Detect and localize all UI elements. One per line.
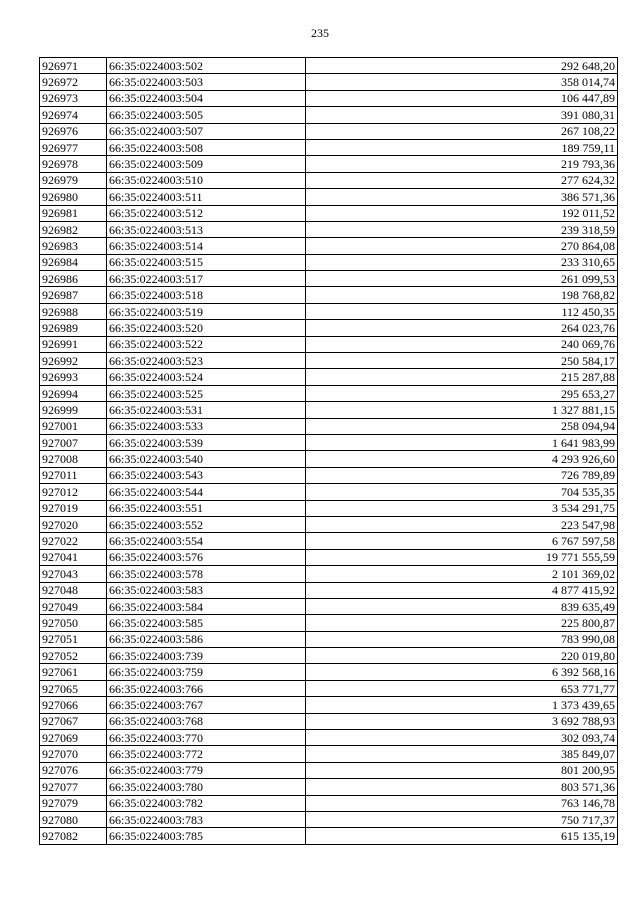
row-number-cell: 927080 (40, 811, 107, 827)
table-row (40, 320, 618, 336)
table-row (40, 598, 618, 614)
table-row (40, 779, 618, 795)
cadastral-number-cell: 66:35:0224003:779 (107, 762, 306, 778)
value-cell: 750 717,37 (306, 811, 618, 827)
table-row (40, 189, 618, 205)
table-row (40, 402, 618, 418)
value-cell: 292 648,20 (306, 58, 618, 74)
row-number-cell: 926973 (40, 90, 107, 106)
row-number-cell: 927066 (40, 697, 107, 713)
table-row (40, 500, 618, 516)
cadastral-number-cell: 66:35:0224003:586 (107, 631, 306, 647)
row-number-cell: 927077 (40, 779, 107, 795)
value-cell: 6 767 597,58 (306, 533, 618, 549)
row-number-cell: 926988 (40, 303, 107, 319)
cadastral-number-cell: 66:35:0224003:525 (107, 385, 306, 401)
value-cell: 3 534 291,75 (306, 500, 618, 516)
row-number-cell: 927076 (40, 762, 107, 778)
value-cell: 264 023,76 (306, 320, 618, 336)
value-cell: 391 080,31 (306, 107, 618, 123)
table-row (40, 74, 618, 90)
row-number-cell: 927048 (40, 582, 107, 598)
value-cell: 295 653,27 (306, 385, 618, 401)
cadastral-number-cell: 66:35:0224003:515 (107, 254, 306, 270)
cadastral-number-cell: 66:35:0224003:767 (107, 697, 306, 713)
value-cell: 189 759,11 (306, 139, 618, 155)
value-cell: 801 200,95 (306, 762, 618, 778)
row-number-cell: 927065 (40, 680, 107, 696)
cadastral-number-cell: 66:35:0224003:543 (107, 467, 306, 483)
value-cell: 1 373 439,65 (306, 697, 618, 713)
table-row (40, 828, 618, 844)
cadastral-number-cell: 66:35:0224003:583 (107, 582, 306, 598)
cadastral-number-cell: 66:35:0224003:576 (107, 549, 306, 565)
table-row (40, 549, 618, 565)
row-number-cell: 927022 (40, 533, 107, 549)
value-cell: 240 069,76 (306, 336, 618, 352)
table-row (40, 648, 618, 664)
cadastral-number-cell: 66:35:0224003:519 (107, 303, 306, 319)
row-number-cell: 926971 (40, 58, 107, 74)
value-cell: 358 014,74 (306, 74, 618, 90)
row-number-cell: 926981 (40, 205, 107, 221)
row-number-cell: 926982 (40, 221, 107, 237)
cadastral-number-cell: 66:35:0224003:585 (107, 615, 306, 631)
cadastral-number-cell: 66:35:0224003:768 (107, 713, 306, 729)
table-row (40, 353, 618, 369)
value-cell: 385 849,07 (306, 746, 618, 762)
cadastral-number-cell: 66:35:0224003:520 (107, 320, 306, 336)
value-cell: 1 327 881,15 (306, 402, 618, 418)
table-row (40, 762, 618, 778)
row-number-cell: 926980 (40, 189, 107, 205)
cadastral-number-cell: 66:35:0224003:770 (107, 730, 306, 746)
cadastral-number-cell: 66:35:0224003:533 (107, 418, 306, 434)
table-row (40, 205, 618, 221)
value-cell: 225 800,87 (306, 615, 618, 631)
value-cell: 192 011,52 (306, 205, 618, 221)
row-number-cell: 926979 (40, 172, 107, 188)
value-cell: 106 447,89 (306, 90, 618, 106)
table-row (40, 566, 618, 582)
table-row (40, 615, 618, 631)
cadastral-number-cell: 66:35:0224003:780 (107, 779, 306, 795)
value-cell: 250 584,17 (306, 353, 618, 369)
value-cell: 3 692 788,93 (306, 713, 618, 729)
value-cell: 215 287,88 (306, 369, 618, 385)
table-body (40, 58, 618, 845)
cadastral-number-cell: 66:35:0224003:540 (107, 451, 306, 467)
cadastral-number-cell: 66:35:0224003:508 (107, 139, 306, 155)
row-number-cell: 926987 (40, 287, 107, 303)
value-cell: 1 641 983,99 (306, 434, 618, 450)
row-number-cell: 926977 (40, 139, 107, 155)
value-cell: 258 094,94 (306, 418, 618, 434)
cadastral-number-cell: 66:35:0224003:759 (107, 664, 306, 680)
row-number-cell: 926989 (40, 320, 107, 336)
value-cell: 704 535,35 (306, 484, 618, 500)
table-row (40, 139, 618, 155)
row-number-cell: 927041 (40, 549, 107, 565)
row-number-cell: 927007 (40, 434, 107, 450)
cadastral-number-cell: 66:35:0224003:504 (107, 90, 306, 106)
value-cell: 763 146,78 (306, 795, 618, 811)
value-cell: 220 019,80 (306, 648, 618, 664)
cadastral-number-cell: 66:35:0224003:531 (107, 402, 306, 418)
value-cell: 653 771,77 (306, 680, 618, 696)
row-number-cell: 927001 (40, 418, 107, 434)
value-cell: 198 768,82 (306, 287, 618, 303)
row-number-cell: 927020 (40, 516, 107, 532)
row-number-cell: 926974 (40, 107, 107, 123)
row-number-cell: 927069 (40, 730, 107, 746)
table-row (40, 221, 618, 237)
cadastral-number-cell: 66:35:0224003:510 (107, 172, 306, 188)
row-number-cell: 927079 (40, 795, 107, 811)
cadastral-number-cell: 66:35:0224003:512 (107, 205, 306, 221)
row-number-cell: 927019 (40, 500, 107, 516)
table-row (40, 484, 618, 500)
value-cell: 783 990,08 (306, 631, 618, 647)
table-row (40, 795, 618, 811)
cadastral-number-cell: 66:35:0224003:503 (107, 74, 306, 90)
cadastral-number-cell: 66:35:0224003:584 (107, 598, 306, 614)
table-row (40, 631, 618, 647)
value-cell: 219 793,36 (306, 156, 618, 172)
cadastral-number-cell: 66:35:0224003:552 (107, 516, 306, 532)
table-row (40, 123, 618, 139)
value-cell: 277 624,32 (306, 172, 618, 188)
cadastral-number-cell: 66:35:0224003:785 (107, 828, 306, 844)
table-row (40, 58, 618, 74)
table-row (40, 664, 618, 680)
row-number-cell: 927082 (40, 828, 107, 844)
table-row (40, 811, 618, 827)
value-cell: 386 571,36 (306, 189, 618, 205)
value-cell: 239 318,59 (306, 221, 618, 237)
cadastral-number-cell: 66:35:0224003:772 (107, 746, 306, 762)
cadastral-number-cell: 66:35:0224003:523 (107, 353, 306, 369)
cadastral-number-cell: 66:35:0224003:513 (107, 221, 306, 237)
cadastral-number-cell: 66:35:0224003:578 (107, 566, 306, 582)
table-row (40, 418, 618, 434)
row-number-cell: 926992 (40, 353, 107, 369)
row-number-cell: 927043 (40, 566, 107, 582)
cadastral-number-cell: 66:35:0224003:554 (107, 533, 306, 549)
value-cell: 4 877 415,92 (306, 582, 618, 598)
registry-table (39, 57, 618, 845)
row-number-cell: 927070 (40, 746, 107, 762)
value-cell: 267 108,22 (306, 123, 618, 139)
row-number-cell: 927008 (40, 451, 107, 467)
value-cell: 302 093,74 (306, 730, 618, 746)
cadastral-number-cell: 66:35:0224003:509 (107, 156, 306, 172)
table-row (40, 107, 618, 123)
cadastral-number-cell: 66:35:0224003:502 (107, 58, 306, 74)
value-cell: 2 101 369,02 (306, 566, 618, 582)
table-row (40, 90, 618, 106)
table-row (40, 516, 618, 532)
row-number-cell: 927067 (40, 713, 107, 729)
value-cell: 223 547,98 (306, 516, 618, 532)
table-row (40, 467, 618, 483)
row-number-cell: 926993 (40, 369, 107, 385)
row-number-cell: 927050 (40, 615, 107, 631)
table-row (40, 451, 618, 467)
row-number-cell: 927061 (40, 664, 107, 680)
value-cell: 839 635,49 (306, 598, 618, 614)
cadastral-number-cell: 66:35:0224003:524 (107, 369, 306, 385)
value-cell: 615 135,19 (306, 828, 618, 844)
value-cell: 112 450,35 (306, 303, 618, 319)
table-row (40, 238, 618, 254)
table-row (40, 369, 618, 385)
table-row (40, 697, 618, 713)
table-row (40, 254, 618, 270)
row-number-cell: 927051 (40, 631, 107, 647)
table-row (40, 434, 618, 450)
row-number-cell: 926972 (40, 74, 107, 90)
table-row (40, 385, 618, 401)
row-number-cell: 926994 (40, 385, 107, 401)
table-row (40, 156, 618, 172)
cadastral-number-cell: 66:35:0224003:511 (107, 189, 306, 205)
row-number-cell: 927052 (40, 648, 107, 664)
value-cell: 4 293 926,60 (306, 451, 618, 467)
row-number-cell: 926984 (40, 254, 107, 270)
row-number-cell: 927012 (40, 484, 107, 500)
cadastral-number-cell: 66:35:0224003:782 (107, 795, 306, 811)
row-number-cell: 926986 (40, 271, 107, 287)
value-cell: 6 392 568,16 (306, 664, 618, 680)
table-row (40, 287, 618, 303)
cadastral-number-cell: 66:35:0224003:739 (107, 648, 306, 664)
table-row (40, 680, 618, 696)
cadastral-number-cell: 66:35:0224003:505 (107, 107, 306, 123)
table-row (40, 730, 618, 746)
table-row (40, 533, 618, 549)
value-cell: 726 789,89 (306, 467, 618, 483)
cadastral-number-cell: 66:35:0224003:518 (107, 287, 306, 303)
row-number-cell: 927049 (40, 598, 107, 614)
table-row (40, 336, 618, 352)
table-row (40, 303, 618, 319)
value-cell: 261 099,53 (306, 271, 618, 287)
table-row (40, 713, 618, 729)
table-row (40, 746, 618, 762)
cadastral-number-cell: 66:35:0224003:766 (107, 680, 306, 696)
value-cell: 19 771 555,59 (306, 549, 618, 565)
row-number-cell: 926991 (40, 336, 107, 352)
row-number-cell: 927011 (40, 467, 107, 483)
row-number-cell: 926999 (40, 402, 107, 418)
cadastral-number-cell: 66:35:0224003:514 (107, 238, 306, 254)
table-row (40, 271, 618, 287)
table-row (40, 172, 618, 188)
cadastral-number-cell: 66:35:0224003:544 (107, 484, 306, 500)
cadastral-number-cell: 66:35:0224003:539 (107, 434, 306, 450)
table-row (40, 582, 618, 598)
value-cell: 233 310,65 (306, 254, 618, 270)
value-cell: 270 864,08 (306, 238, 618, 254)
cadastral-number-cell: 66:35:0224003:517 (107, 271, 306, 287)
cadastral-number-cell: 66:35:0224003:522 (107, 336, 306, 352)
cadastral-number-cell: 66:35:0224003:507 (107, 123, 306, 139)
cadastral-number-cell: 66:35:0224003:551 (107, 500, 306, 516)
cadastral-number-cell: 66:35:0224003:783 (107, 811, 306, 827)
row-number-cell: 926978 (40, 156, 107, 172)
row-number-cell: 926976 (40, 123, 107, 139)
value-cell: 803 571,36 (306, 779, 618, 795)
row-number-cell: 926983 (40, 238, 107, 254)
page-number: 235 (311, 26, 329, 40)
